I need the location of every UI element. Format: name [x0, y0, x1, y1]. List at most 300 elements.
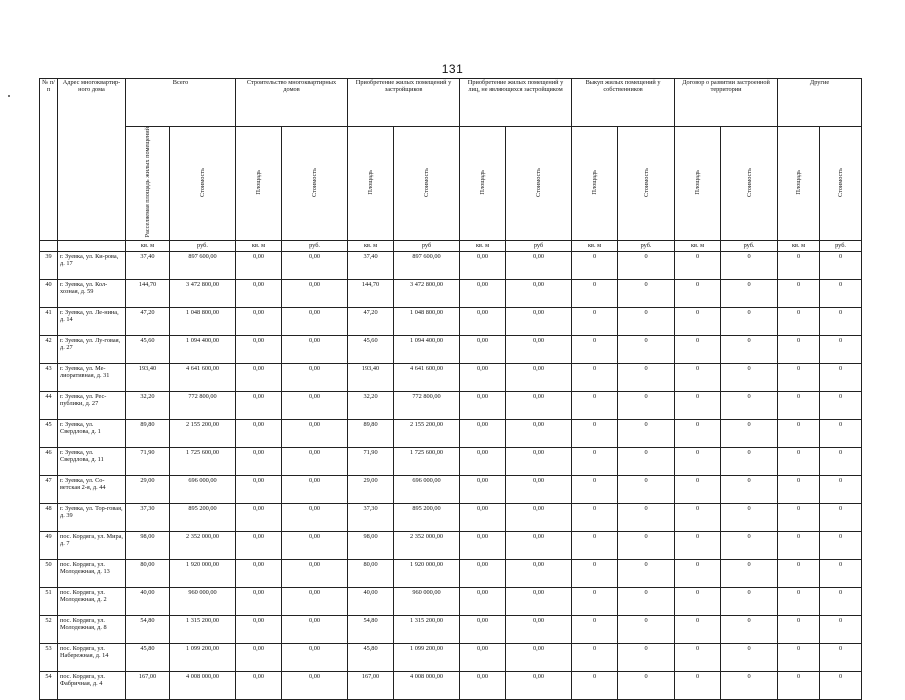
development-cost: 0	[721, 475, 778, 503]
construction-area: 0,00	[236, 671, 282, 699]
buyout-cost: 0	[618, 531, 675, 559]
total-cost: 2 155 200,00	[170, 419, 236, 447]
other-area: 0	[778, 531, 820, 559]
other-cost: 0	[820, 671, 862, 699]
developer-area: 45,80	[348, 643, 394, 671]
total-area: 54,80	[126, 615, 170, 643]
buyout-cost: 0	[618, 587, 675, 615]
buyout-area: 0	[572, 587, 618, 615]
development-cost: 0	[721, 643, 778, 671]
table-row	[40, 475, 862, 503]
non-developer-area: 0,00	[460, 363, 506, 391]
construction-area: 0,00	[236, 447, 282, 475]
other-area: 0	[778, 391, 820, 419]
header-acq-developers: Приобретение жилых помещений у застройщиков	[348, 79, 460, 127]
other-cost: 0	[820, 363, 862, 391]
header-development: Договор о развитии застроенной территории	[675, 79, 778, 127]
unit-rub: руб.	[820, 240, 862, 251]
buyout-area: 0	[572, 447, 618, 475]
construction-cost: 0,00	[282, 503, 348, 531]
developer-area: 167,00	[348, 671, 394, 699]
non-developer-cost: 0,00	[506, 391, 572, 419]
non-developer-cost: 0,00	[506, 559, 572, 587]
non-developer-cost: 0,00	[506, 643, 572, 671]
row-address: г. Зуевка, ул. Ле-нина, д. 14	[58, 307, 126, 335]
unit-sqm: кв. м	[778, 240, 820, 251]
total-cost: 4 008 000,00	[170, 671, 236, 699]
row-address: пос. Кордяга, ул. Набережная, д. 14	[58, 643, 126, 671]
unit-blank	[40, 240, 58, 251]
other-cost: 0	[820, 391, 862, 419]
table-row	[40, 531, 862, 559]
row-number: 52	[40, 615, 58, 643]
developer-cost: 1 048 800,00	[394, 307, 460, 335]
developer-area: 40,00	[348, 587, 394, 615]
header-buyout: Выкуп жилых помещений у собственников	[572, 79, 675, 127]
developer-cost: 2 155 200,00	[394, 419, 460, 447]
total-cost: 897 600,00	[170, 251, 236, 279]
other-cost: 0	[820, 643, 862, 671]
development-area: 0	[675, 251, 721, 279]
total-cost: 1 725 600,00	[170, 447, 236, 475]
table-body	[40, 251, 862, 699]
developer-area: 37,40	[348, 251, 394, 279]
construction-area: 0,00	[236, 391, 282, 419]
unit-sqm: кв. м	[675, 240, 721, 251]
non-developer-area: 0,00	[460, 419, 506, 447]
other-cost: 0	[820, 559, 862, 587]
other-cost: 0	[820, 475, 862, 503]
construction-cost: 0,00	[282, 531, 348, 559]
buyout-cost: 0	[618, 251, 675, 279]
row-address: г. Зуевка, ул. Лу-говая, д. 27	[58, 335, 126, 363]
row-address: г. Зуевка, ул. Свердлова, д. 1	[58, 419, 126, 447]
developer-cost: 1 315 200,00	[394, 615, 460, 643]
other-area: 0	[778, 643, 820, 671]
table-row	[40, 335, 862, 363]
unit-rub: руб	[506, 240, 572, 251]
non-developer-cost: 0,00	[506, 363, 572, 391]
development-cost: 0	[721, 391, 778, 419]
total-area: 89,80	[126, 419, 170, 447]
construction-area: 0,00	[236, 643, 282, 671]
development-cost: 0	[721, 307, 778, 335]
total-cost: 3 472 800,00	[170, 279, 236, 307]
total-cost: 4 641 600,00	[170, 363, 236, 391]
unit-rub: руб.	[721, 240, 778, 251]
construction-area: 0,00	[236, 335, 282, 363]
scan-speck	[8, 95, 10, 97]
buyout-area: 0	[572, 335, 618, 363]
non-developer-area: 0,00	[460, 335, 506, 363]
non-developer-area: 0,00	[460, 559, 506, 587]
table-row	[40, 447, 862, 475]
construction-area: 0,00	[236, 279, 282, 307]
row-number: 51	[40, 587, 58, 615]
construction-area: 0,00	[236, 363, 282, 391]
buyout-cost: 0	[618, 391, 675, 419]
subheader-resettled-area: Расселяемая площадь жилых помещений	[126, 127, 170, 241]
total-cost: 1 048 800,00	[170, 307, 236, 335]
subheader-area: Площадь	[460, 127, 506, 241]
development-cost: 0	[721, 363, 778, 391]
development-area: 0	[675, 279, 721, 307]
construction-area: 0,00	[236, 475, 282, 503]
developer-cost: 895 200,00	[394, 503, 460, 531]
buyout-cost: 0	[618, 671, 675, 699]
total-area: 29,00	[126, 475, 170, 503]
non-developer-cost: 0,00	[506, 503, 572, 531]
buyout-area: 0	[572, 363, 618, 391]
other-area: 0	[778, 251, 820, 279]
construction-cost: 0,00	[282, 671, 348, 699]
developer-cost: 960 000,00	[394, 587, 460, 615]
row-number: 41	[40, 307, 58, 335]
development-area: 0	[675, 671, 721, 699]
developer-area: 193,40	[348, 363, 394, 391]
construction-area: 0,00	[236, 419, 282, 447]
other-cost: 0	[820, 503, 862, 531]
subheader-area: Площадь	[348, 127, 394, 241]
buyout-area: 0	[572, 559, 618, 587]
developer-cost: 1 920 000,00	[394, 559, 460, 587]
other-cost: 0	[820, 279, 862, 307]
developer-area: 144,70	[348, 279, 394, 307]
buyout-area: 0	[572, 251, 618, 279]
developer-cost: 1 725 600,00	[394, 447, 460, 475]
developer-area: 29,00	[348, 475, 394, 503]
row-address: пос. Кордяга, ул. Мира, д. 7	[58, 531, 126, 559]
other-cost: 0	[820, 307, 862, 335]
developer-cost: 4 008 000,00	[394, 671, 460, 699]
other-cost: 0	[820, 447, 862, 475]
table-row	[40, 363, 862, 391]
development-area: 0	[675, 475, 721, 503]
construction-cost: 0,00	[282, 391, 348, 419]
buyout-cost: 0	[618, 419, 675, 447]
other-area: 0	[778, 447, 820, 475]
subheader-cost: Стоимость	[618, 127, 675, 241]
subheader-cost: Стоимость	[282, 127, 348, 241]
development-area: 0	[675, 503, 721, 531]
development-area: 0	[675, 307, 721, 335]
subheader-area: Площадь	[572, 127, 618, 241]
buyout-cost: 0	[618, 615, 675, 643]
row-address: г. Зуевка, ул. Ме-лиоративная, д. 31	[58, 363, 126, 391]
development-cost: 0	[721, 251, 778, 279]
total-cost: 1 920 000,00	[170, 559, 236, 587]
development-cost: 0	[721, 279, 778, 307]
development-cost: 0	[721, 447, 778, 475]
total-cost: 960 000,00	[170, 587, 236, 615]
development-area: 0	[675, 447, 721, 475]
total-area: 167,00	[126, 671, 170, 699]
developer-cost: 1 094 400,00	[394, 335, 460, 363]
buyout-area: 0	[572, 643, 618, 671]
non-developer-area: 0,00	[460, 251, 506, 279]
unit-rub: руб.	[618, 240, 675, 251]
construction-cost: 0,00	[282, 251, 348, 279]
header-total: Всего	[126, 79, 236, 127]
subheader-cost: Стоимость	[820, 127, 862, 241]
buyout-area: 0	[572, 615, 618, 643]
developer-cost: 3 472 800,00	[394, 279, 460, 307]
total-area: 71,90	[126, 447, 170, 475]
buyout-cost: 0	[618, 335, 675, 363]
total-cost: 1 094 400,00	[170, 335, 236, 363]
subheader-area: Площадь	[236, 127, 282, 241]
row-address: г. Зуевка, ул. Рес-публики, д. 27	[58, 391, 126, 419]
table-row	[40, 559, 862, 587]
other-cost: 0	[820, 335, 862, 363]
non-developer-cost: 0,00	[506, 615, 572, 643]
construction-cost: 0,00	[282, 335, 348, 363]
buyout-cost: 0	[618, 475, 675, 503]
header-acq-non-developers: Приобретение жилых помещений у лиц, не являющихся застройщиком	[460, 79, 572, 127]
other-area: 0	[778, 307, 820, 335]
total-cost: 1 315 200,00	[170, 615, 236, 643]
non-developer-cost: 0,00	[506, 531, 572, 559]
non-developer-cost: 0,00	[506, 475, 572, 503]
other-area: 0	[778, 615, 820, 643]
development-cost: 0	[721, 503, 778, 531]
construction-cost: 0,00	[282, 615, 348, 643]
non-developer-area: 0,00	[460, 475, 506, 503]
subheader-cost: Стоимость	[506, 127, 572, 241]
other-area: 0	[778, 559, 820, 587]
non-developer-area: 0,00	[460, 307, 506, 335]
unit-blank	[58, 240, 126, 251]
developer-area: 47,20	[348, 307, 394, 335]
buyout-cost: 0	[618, 307, 675, 335]
table-row	[40, 587, 862, 615]
row-number: 45	[40, 419, 58, 447]
other-area: 0	[778, 475, 820, 503]
subheader-cost: Стоимость	[721, 127, 778, 241]
non-developer-cost: 0,00	[506, 335, 572, 363]
non-developer-area: 0,00	[460, 279, 506, 307]
row-address: г. Зуевка, ул. Свердлова, д. 11	[58, 447, 126, 475]
non-developer-area: 0,00	[460, 531, 506, 559]
construction-area: 0,00	[236, 615, 282, 643]
buyout-area: 0	[572, 475, 618, 503]
unit-rub: руб.	[282, 240, 348, 251]
total-area: 47,20	[126, 307, 170, 335]
total-cost: 895 200,00	[170, 503, 236, 531]
developer-area: 37,30	[348, 503, 394, 531]
non-developer-area: 0,00	[460, 447, 506, 475]
buyout-area: 0	[572, 419, 618, 447]
total-area: 45,80	[126, 643, 170, 671]
buyout-cost: 0	[618, 503, 675, 531]
other-cost: 0	[820, 531, 862, 559]
row-number: 49	[40, 531, 58, 559]
non-developer-cost: 0,00	[506, 671, 572, 699]
row-number: 47	[40, 475, 58, 503]
row-number: 43	[40, 363, 58, 391]
total-area: 193,40	[126, 363, 170, 391]
buyout-area: 0	[572, 503, 618, 531]
other-area: 0	[778, 335, 820, 363]
development-area: 0	[675, 643, 721, 671]
row-number: 50	[40, 559, 58, 587]
other-cost: 0	[820, 419, 862, 447]
row-address: г. Зуевка, ул. Кол-хозная, д. 59	[58, 279, 126, 307]
non-developer-area: 0,00	[460, 391, 506, 419]
development-cost: 0	[721, 615, 778, 643]
total-area: 45,60	[126, 335, 170, 363]
table-row	[40, 503, 862, 531]
total-cost: 696 000,00	[170, 475, 236, 503]
row-address: пос. Кордяга, ул. Молодежная, д. 13	[58, 559, 126, 587]
construction-cost: 0,00	[282, 279, 348, 307]
header-construction: Строительство многоквартирных домов	[236, 79, 348, 127]
developer-cost: 772 800,00	[394, 391, 460, 419]
buyout-area: 0	[572, 307, 618, 335]
buyout-cost: 0	[618, 559, 675, 587]
total-area: 40,00	[126, 587, 170, 615]
row-number: 48	[40, 503, 58, 531]
unit-rub: руб.	[170, 240, 236, 251]
development-cost: 0	[721, 531, 778, 559]
construction-cost: 0,00	[282, 559, 348, 587]
row-address: пос. Кордяга, ул. Молодежная, д. 8	[58, 615, 126, 643]
total-area: 144,70	[126, 279, 170, 307]
non-developer-area: 0,00	[460, 615, 506, 643]
construction-area: 0,00	[236, 559, 282, 587]
other-area: 0	[778, 363, 820, 391]
construction-area: 0,00	[236, 531, 282, 559]
other-area: 0	[778, 279, 820, 307]
unit-sqm: кв. м	[572, 240, 618, 251]
construction-cost: 0,00	[282, 475, 348, 503]
total-area: 37,30	[126, 503, 170, 531]
construction-cost: 0,00	[282, 307, 348, 335]
non-developer-cost: 0,00	[506, 279, 572, 307]
development-cost: 0	[721, 419, 778, 447]
buyout-cost: 0	[618, 363, 675, 391]
table-row	[40, 279, 862, 307]
buyout-cost: 0	[618, 643, 675, 671]
table-row	[40, 419, 862, 447]
development-area: 0	[675, 335, 721, 363]
developer-cost: 897 600,00	[394, 251, 460, 279]
construction-cost: 0,00	[282, 587, 348, 615]
developer-area: 89,80	[348, 419, 394, 447]
header-address: Адрес многоквартир-ного дома	[58, 79, 126, 241]
construction-area: 0,00	[236, 587, 282, 615]
total-area: 98,00	[126, 531, 170, 559]
row-address: пос. Кордяга, ул. Молодежная, д. 2	[58, 587, 126, 615]
construction-area: 0,00	[236, 307, 282, 335]
total-area: 37,40	[126, 251, 170, 279]
subheader-area: Площадь	[675, 127, 721, 241]
non-developer-area: 0,00	[460, 503, 506, 531]
construction-area: 0,00	[236, 503, 282, 531]
unit-sqm: кв. м	[236, 240, 282, 251]
row-number: 46	[40, 447, 58, 475]
row-number: 53	[40, 643, 58, 671]
row-number: 44	[40, 391, 58, 419]
buyout-area: 0	[572, 391, 618, 419]
developer-cost: 696 000,00	[394, 475, 460, 503]
construction-cost: 0,00	[282, 447, 348, 475]
total-area: 80,00	[126, 559, 170, 587]
total-area: 32,20	[126, 391, 170, 419]
table-row	[40, 615, 862, 643]
table-row	[40, 251, 862, 279]
development-area: 0	[675, 363, 721, 391]
development-area: 0	[675, 419, 721, 447]
total-cost: 2 352 000,00	[170, 531, 236, 559]
unit-rub: руб	[394, 240, 460, 251]
row-address: г. Зуевка, ул. Ки-рова, д. 17	[58, 251, 126, 279]
development-area: 0	[675, 587, 721, 615]
construction-cost: 0,00	[282, 363, 348, 391]
row-address: г. Зуевка, ул. Со-ветская 2-я, д. 44	[58, 475, 126, 503]
development-area: 0	[675, 615, 721, 643]
other-area: 0	[778, 503, 820, 531]
construction-area: 0,00	[236, 251, 282, 279]
developer-area: 98,00	[348, 531, 394, 559]
developer-cost: 2 352 000,00	[394, 531, 460, 559]
non-developer-area: 0,00	[460, 587, 506, 615]
other-cost: 0	[820, 615, 862, 643]
buyout-cost: 0	[618, 279, 675, 307]
other-area: 0	[778, 419, 820, 447]
development-area: 0	[675, 559, 721, 587]
developer-area: 54,80	[348, 615, 394, 643]
subheader-area: Площадь	[778, 127, 820, 241]
table-row	[40, 671, 862, 699]
buyout-cost: 0	[618, 447, 675, 475]
row-number: 40	[40, 279, 58, 307]
subheader-cost: Стоимость	[394, 127, 460, 241]
other-area: 0	[778, 587, 820, 615]
developer-area: 32,20	[348, 391, 394, 419]
non-developer-area: 0,00	[460, 671, 506, 699]
row-address: пос. Кордяга, ул. Фабричная, д. 4	[58, 671, 126, 699]
total-cost: 772 800,00	[170, 391, 236, 419]
table-row	[40, 391, 862, 419]
non-developer-cost: 0,00	[506, 307, 572, 335]
row-number: 42	[40, 335, 58, 363]
non-developer-area: 0,00	[460, 643, 506, 671]
construction-cost: 0,00	[282, 419, 348, 447]
row-number: 54	[40, 671, 58, 699]
development-cost: 0	[721, 587, 778, 615]
unit-sqm: кв. м	[460, 240, 506, 251]
development-cost: 0	[721, 335, 778, 363]
buyout-area: 0	[572, 671, 618, 699]
construction-cost: 0,00	[282, 643, 348, 671]
table-row	[40, 643, 862, 671]
developer-area: 80,00	[348, 559, 394, 587]
subheader-cost: Стоимость	[170, 127, 236, 241]
row-number: 39	[40, 251, 58, 279]
development-cost: 0	[721, 671, 778, 699]
total-cost: 1 099 200,00	[170, 643, 236, 671]
non-developer-cost: 0,00	[506, 251, 572, 279]
developer-area: 71,90	[348, 447, 394, 475]
other-cost: 0	[820, 251, 862, 279]
development-area: 0	[675, 531, 721, 559]
other-cost: 0	[820, 587, 862, 615]
non-developer-cost: 0,00	[506, 419, 572, 447]
row-address: г. Зуевка, ул. Тор-говая, д. 39	[58, 503, 126, 531]
developer-cost: 4 641 600,00	[394, 363, 460, 391]
development-area: 0	[675, 391, 721, 419]
